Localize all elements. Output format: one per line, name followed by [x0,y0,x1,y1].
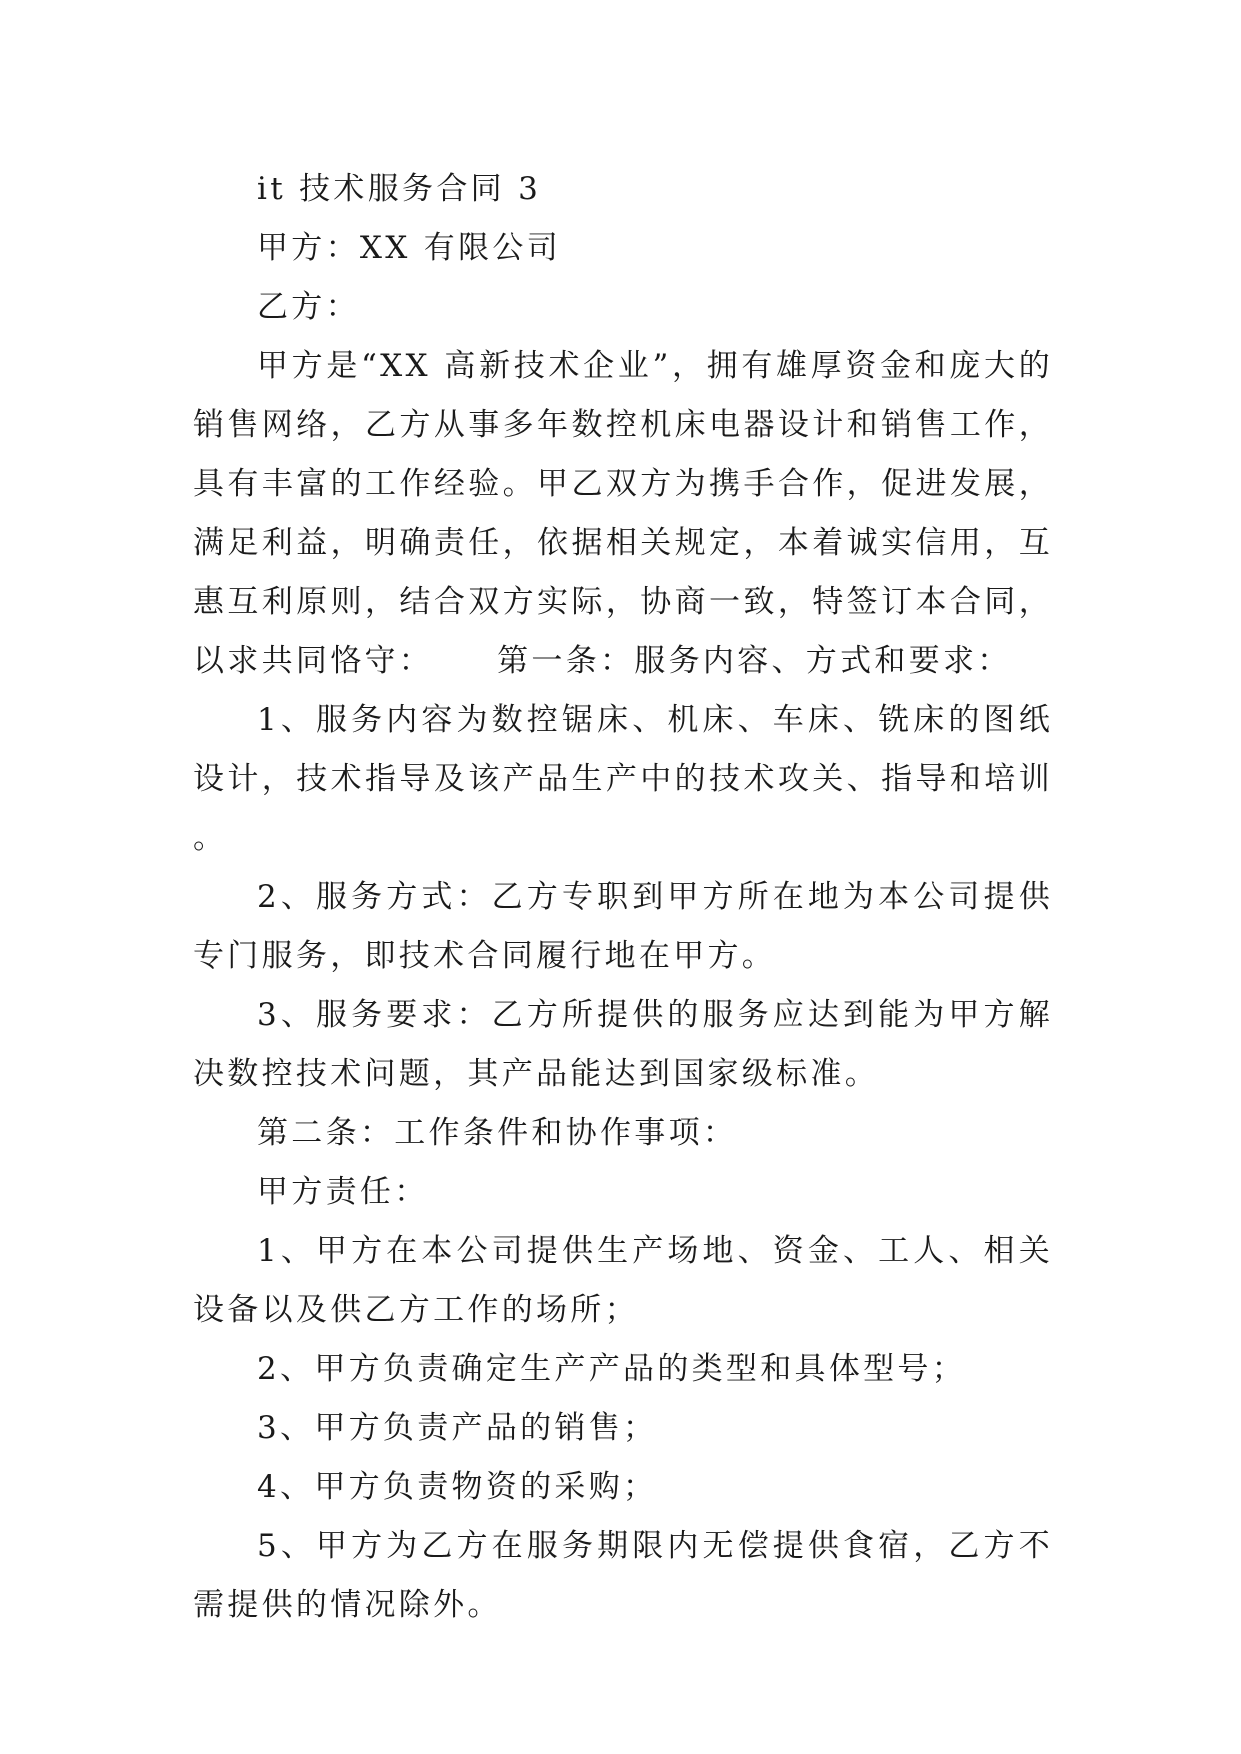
party-a-duty-item: 4、甲方负责物资的采购； [257,1469,658,1505]
party-a-line: 甲方：XX 有限公司 [257,230,561,266]
party-a-duty-item: 1、甲方在本公司提供生产场地、资金、工人、相关设备以及供乙方工作的场所； [193,1233,1053,1328]
party-a-duty-item: 2、甲方负责确定生产产品的类型和具体型号； [257,1351,967,1387]
document-title: it 技术服务合同 3 [257,171,542,207]
article-1-item: 2、服务方式：乙方专职到甲方所在地为本公司提供专门服务，即技术合同履行地在甲方。 [193,879,1053,974]
party-a-duty-item: 3、甲方负责产品的销售； [257,1410,658,1446]
article-2-heading: 第二条：工作条件和协作事项： [257,1115,738,1151]
preamble-paragraph [193,337,1053,691]
preamble-text: 甲方是“XX 高新技术企业”，拥有雄厚资金和庞大的销售网络，乙方从事多年数控机床电器设计和销售工作，具有丰富的工作经验。甲乙双方为携手合作，促进发展，满足利益，明确责任，依据相关规定，本着诚实信用，互惠互利原则，结合双方实际，协商一致，特签订本合同，以求共同恪守： [193,348,1053,679]
document-body [193,160,1053,1635]
article-1-item: 1、服务内容为数控锯床、机床、车床、铣床的图纸设计，技术指导及该产品生产中的技术攻关、指导和培训。 [193,702,1053,856]
party-a-duty-item: 5、甲方为乙方在服务期限内无偿提供食宿，乙方不需提供的情况除外。 [193,1528,1053,1623]
article-1-heading: 第一条：服务内容、方式和要求： [497,643,1012,679]
article-1-item: 3、服务要求：乙方所提供的服务应达到能为甲方解决数控技术问题，其产品能达到国家级标准。 [193,997,1053,1092]
party-a-duties-heading: 甲方责任： [257,1174,429,1210]
party-b-line: 乙方： [257,289,360,325]
